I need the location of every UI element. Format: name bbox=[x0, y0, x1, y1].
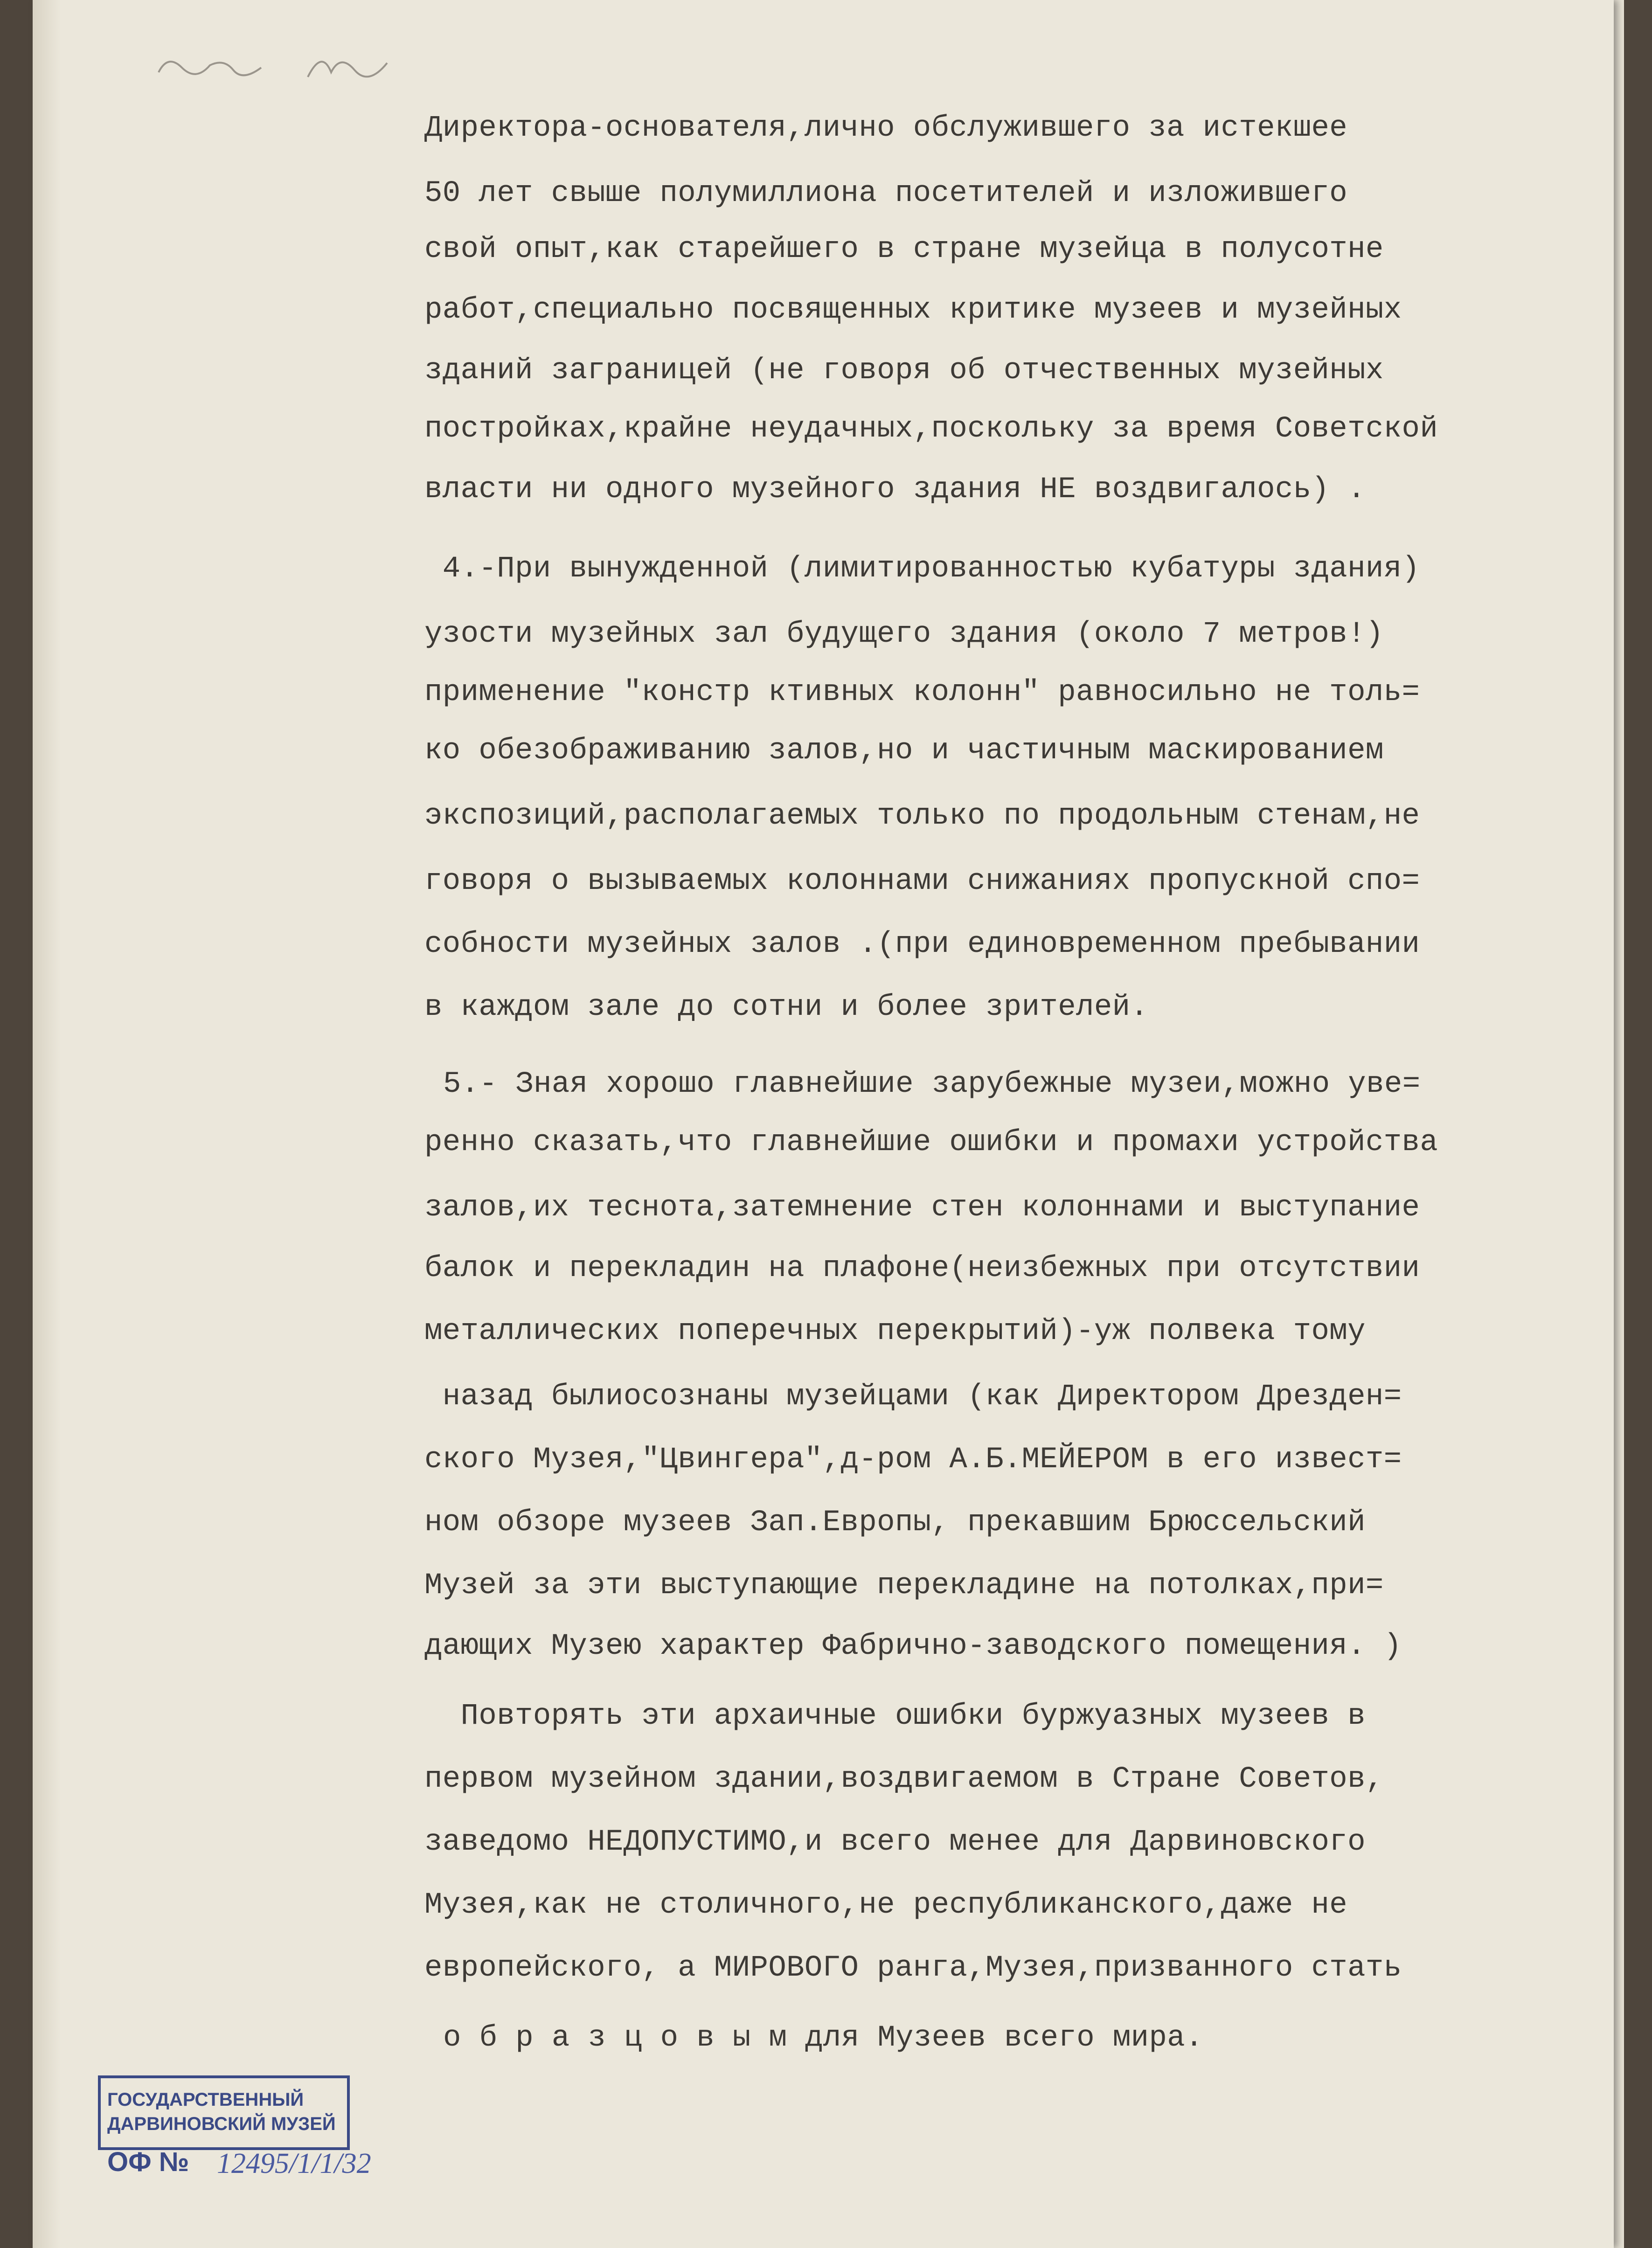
text-line: постройках,крайне неудачных,поскольку за время Советской bbox=[424, 412, 1438, 446]
text-line: залов,их теснота,затемнение стен колоннами и выступание bbox=[424, 1191, 1420, 1225]
text-line: зданий заграницей (не говоря об отчественных музейных bbox=[424, 354, 1384, 388]
text-line: свой опыт,как старейшего в стране музейца в полусотне bbox=[424, 233, 1384, 266]
text-line: власти ни одного музейного здания НЕ воздвигалось) . bbox=[424, 473, 1366, 506]
text-line: Директора-основателя,лично обслужившего за истекшее bbox=[424, 111, 1348, 145]
text-line: говоря о вызываемых колоннами снижаниях пропускной спо= bbox=[424, 865, 1420, 898]
text-line: металлических поперечных перекрытий)-уж полвека тому bbox=[424, 1315, 1366, 1348]
text-line: Музей за эти выступающие перекладине на потолках,при= bbox=[424, 1569, 1384, 1603]
text-line: работ,специально посвященных критике музеев и музейных bbox=[424, 293, 1402, 327]
stamp-title: ГОСУДАРСТВЕННЫЙ bbox=[107, 2089, 304, 2110]
text-line: Повторять эти архаичные ошибки буржуазных музеев в bbox=[424, 1700, 1366, 1733]
text-line: узости музейных зал будущего здания (около 7 метров!) bbox=[424, 618, 1384, 651]
text-line: дающих Музею характер Фабрично-заводского помещения. ) bbox=[424, 1630, 1402, 1663]
text-line: балок и перекладин на плафоне(неизбежных при отсутствии bbox=[424, 1252, 1420, 1285]
text-line: 50 лет свыше полумиллиона посетителей и изложившего bbox=[424, 177, 1348, 210]
stamp-frame bbox=[98, 2075, 350, 2150]
text-line: собности музейных залов .(при единовременном пребывании bbox=[424, 928, 1420, 961]
text-line: о б р а з ц о в ы м для Музеев всего мира. bbox=[443, 2021, 1203, 2055]
museum-stamp bbox=[98, 2075, 371, 2201]
stamp-prefix: ОФ № bbox=[107, 2147, 189, 2177]
text-line: экспозиций,располагаемых только по продольным стенам,не bbox=[424, 799, 1420, 833]
text-line: ского Музея,"Цвингера",д-ром А.Б.МЕЙЕРОМ в его извест= bbox=[424, 1443, 1402, 1477]
text-line: ном обзоре музеев Зап.Европы, прекавшим Брюссельский bbox=[424, 1506, 1366, 1540]
stamp-museum-name: ДАРВИНОВСКИЙ МУЗЕЙ bbox=[107, 2114, 336, 2134]
text-line: 4.-При вынужденной (лимитированностью кубатуры здания) bbox=[424, 552, 1420, 586]
stamp-inventory-number: 12495/1/1/32 bbox=[217, 2148, 371, 2179]
text-line: ко обезображиванию залов,но и частичным маскированием bbox=[424, 734, 1384, 768]
text-line: ренно сказать,что главнейшие ошибки и промахи устройства bbox=[424, 1126, 1438, 1159]
text-line: в каждом зале до сотни и более зрителей. bbox=[424, 991, 1149, 1024]
text-line: заведомо НЕДОПУСТИМО,и всего менее для Дарвиновского bbox=[424, 1825, 1366, 1859]
text-line: европейского, а МИРОВОГО ранга,Музея,призванного стать bbox=[424, 1951, 1402, 1985]
text-line: 5.- Зная хорошо главнейшие зарубежные музеи,можно уве= bbox=[443, 1068, 1421, 1101]
text-line: применение "констр ктивных колонн" равносильно не толь= bbox=[424, 676, 1420, 709]
text-line: первом музейном здании,воздвигаемом в Стране Советов, bbox=[424, 1762, 1384, 1796]
text-line: назад былиосознаны музейцами (как Директором Дрезден= bbox=[424, 1380, 1402, 1414]
text-line: Музея,как не столичного,не республиканского,даже не bbox=[424, 1888, 1348, 1922]
